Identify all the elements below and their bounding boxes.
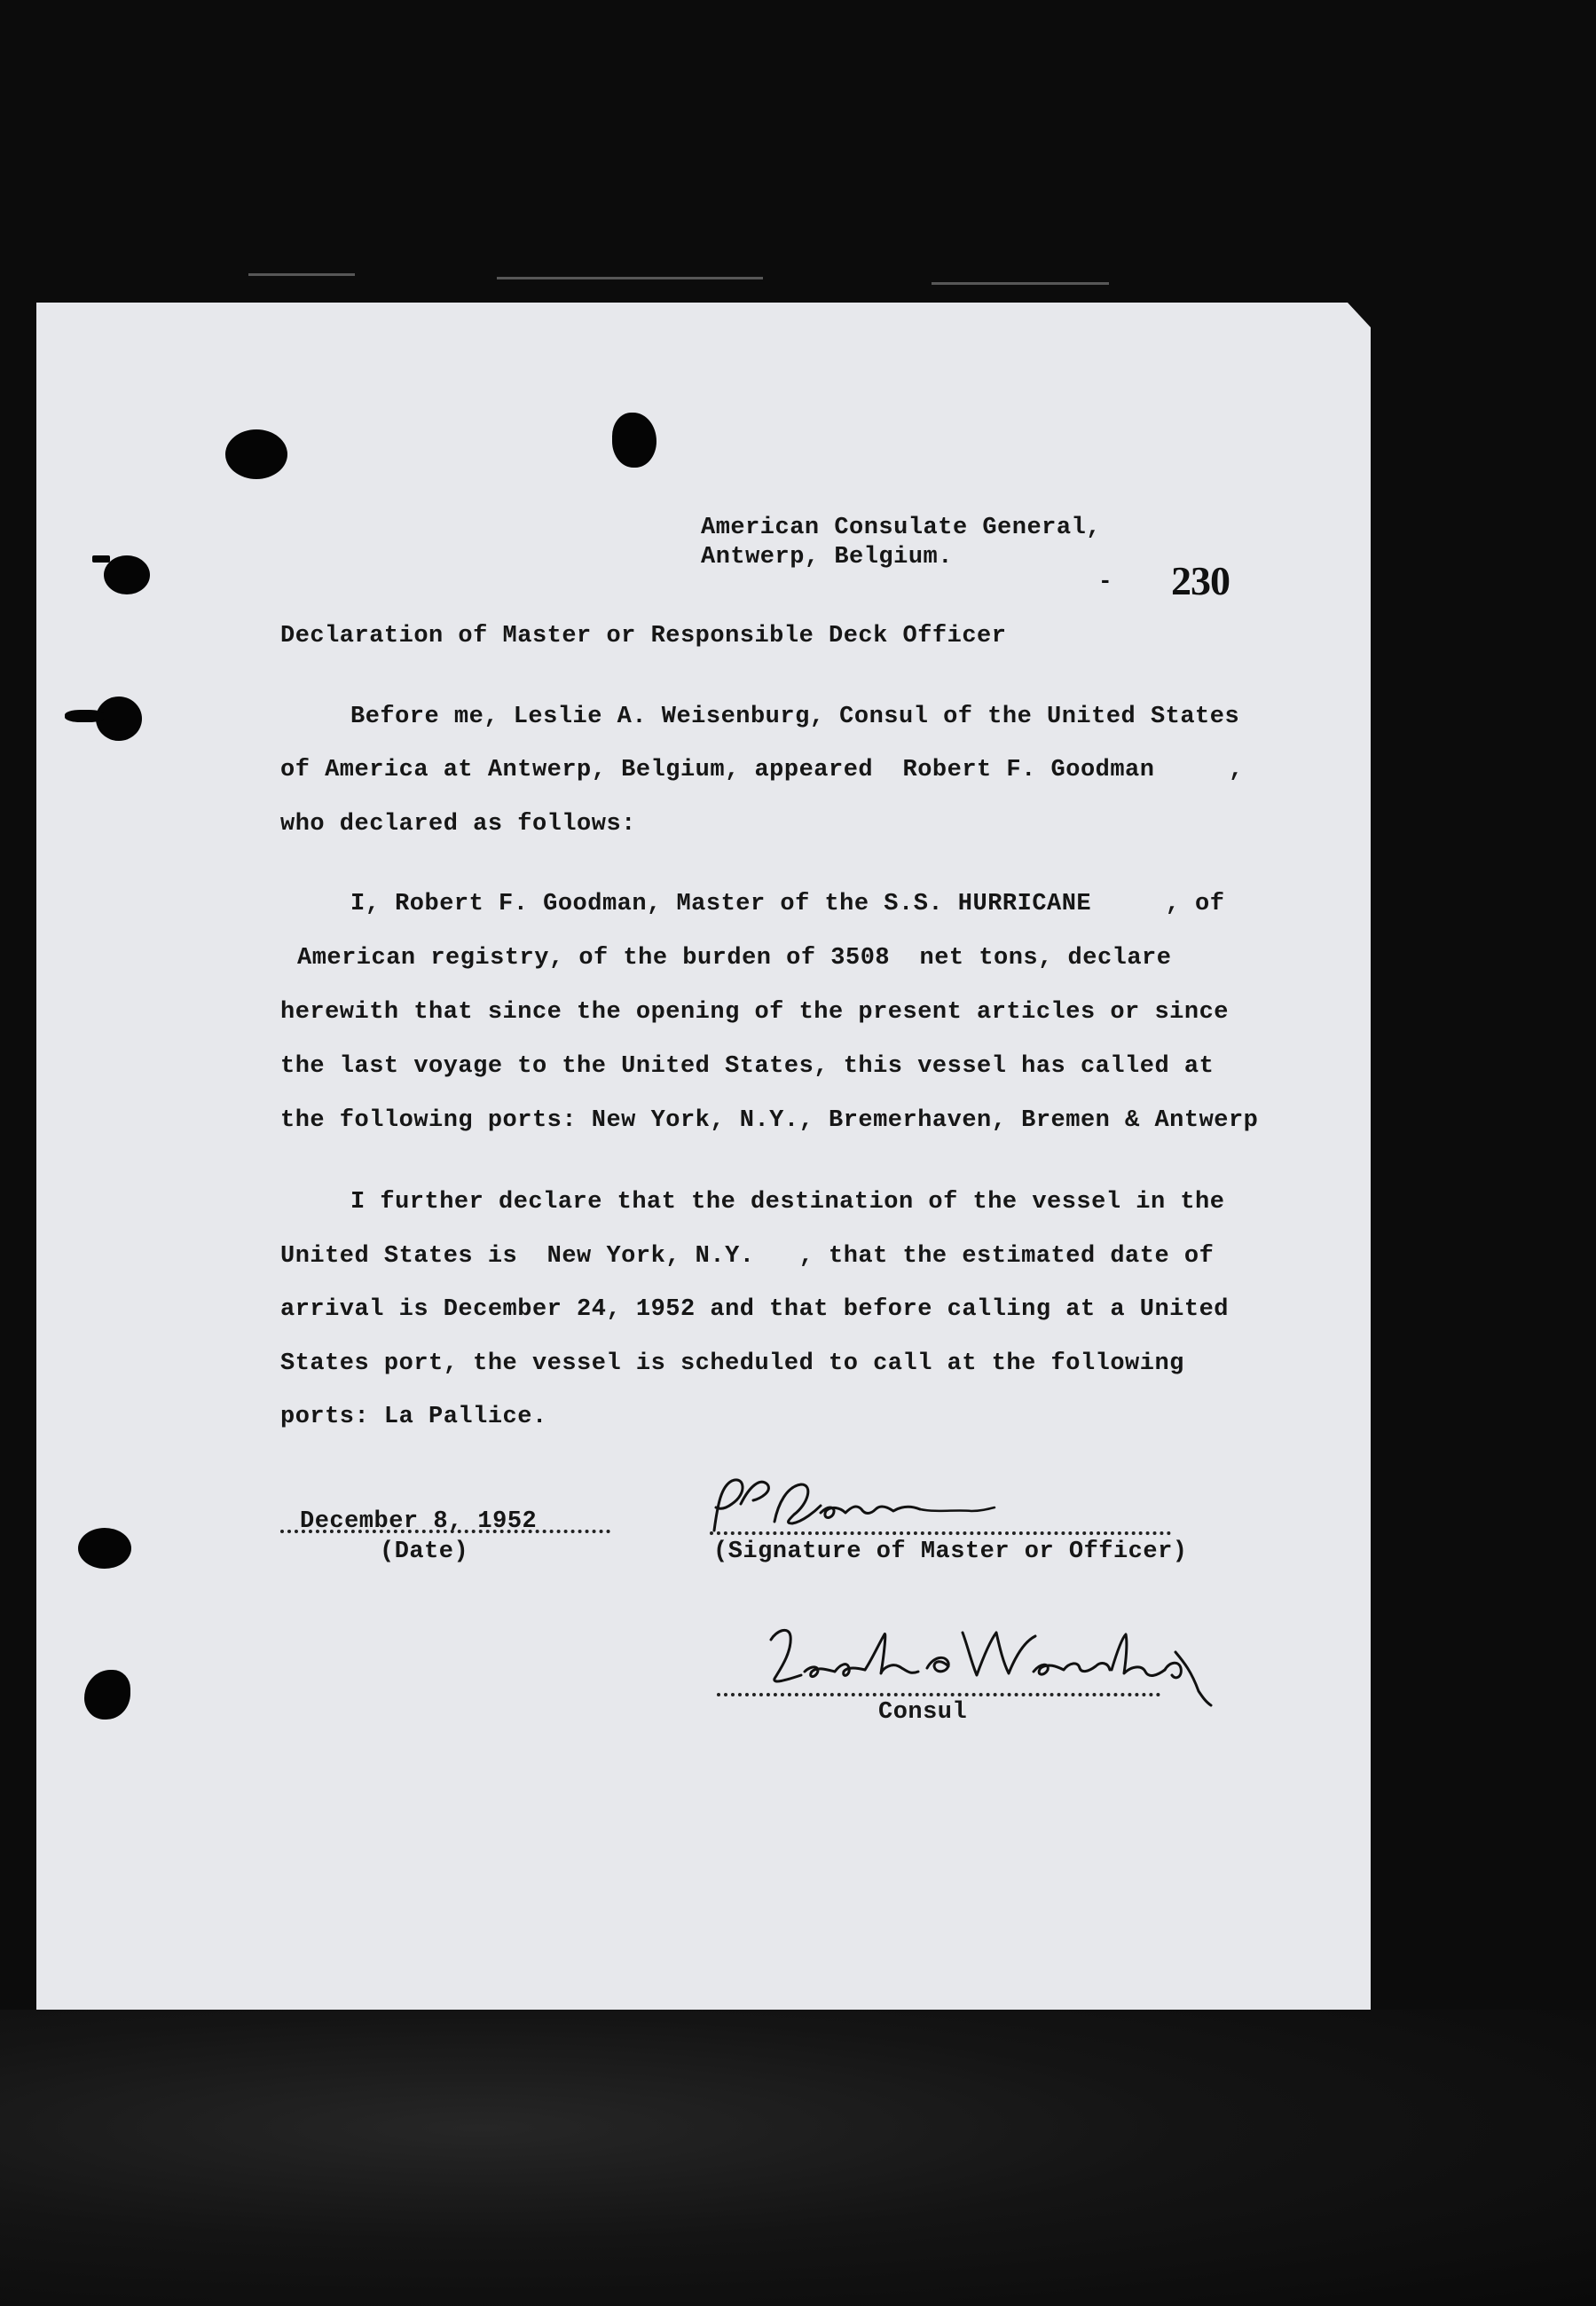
consulate-name: American Consulate General, bbox=[701, 515, 1101, 541]
paragraph-line: ports: La Pallice. bbox=[280, 1404, 547, 1430]
scan-edge-streak bbox=[932, 282, 1109, 285]
scan-edge-streak bbox=[497, 277, 763, 279]
header-dash: - bbox=[1098, 568, 1112, 594]
master-signature-dotted-line bbox=[710, 1531, 1171, 1535]
paragraph-line: of America at Antwerp, Belgium, appeared Robert F. Goodman , bbox=[280, 757, 1244, 783]
punch-hole bbox=[78, 1528, 131, 1569]
consulate-location: Antwerp, Belgium. bbox=[701, 544, 953, 571]
punch-hole bbox=[65, 710, 105, 722]
paragraph-line: Before me, Leslie A. Weisenburg, Consul of the United States bbox=[350, 704, 1240, 730]
scan-edge-streak bbox=[248, 273, 355, 276]
punch-hole bbox=[612, 413, 656, 468]
paragraph-line: I further declare that the destination of the vessel in the bbox=[350, 1189, 1225, 1216]
paragraph-line: who declared as follows: bbox=[280, 811, 636, 838]
paragraph-line: the last voyage to the United States, this vessel has called at bbox=[280, 1053, 1215, 1080]
consul-caption: Consul bbox=[878, 1699, 968, 1726]
paragraph-line: States port, the vessel is scheduled to call at the following bbox=[280, 1350, 1184, 1377]
declaration-date: December 8, 1952 bbox=[300, 1508, 538, 1535]
punch-hole bbox=[92, 555, 110, 563]
scanner-background bbox=[0, 2010, 1596, 2306]
master-signature-caption: (Signature of Master or Officer) bbox=[713, 1539, 1188, 1565]
paragraph-line: I, Robert F. Goodman, Master of the S.S. HURRICANE , of bbox=[350, 891, 1225, 917]
consul-signature-dotted-line bbox=[717, 1693, 1160, 1696]
paragraph-line: the following ports: New York, N.Y., Bremerhaven, Bremen & Antwerp bbox=[280, 1107, 1259, 1134]
punch-hole bbox=[225, 429, 287, 479]
punch-hole bbox=[104, 555, 150, 594]
paragraph-line: American registry, of the burden of 3508 net tons, declare bbox=[297, 945, 1172, 972]
page-number: 230 bbox=[1171, 558, 1230, 603]
paragraph-line: herewith that since the opening of the present articles or since bbox=[280, 999, 1229, 1026]
document-title: Declaration of Master or Responsible Deck Officer bbox=[280, 623, 1007, 649]
date-dotted-line bbox=[280, 1530, 610, 1533]
paragraph-line: arrival is December 24, 1952 and that before calling at a United bbox=[280, 1296, 1229, 1323]
consul-signature bbox=[759, 1617, 1220, 1732]
paragraph-line: United States is New York, N.Y. , that the estimated date of bbox=[280, 1243, 1215, 1270]
date-caption: (Date) bbox=[380, 1539, 469, 1565]
